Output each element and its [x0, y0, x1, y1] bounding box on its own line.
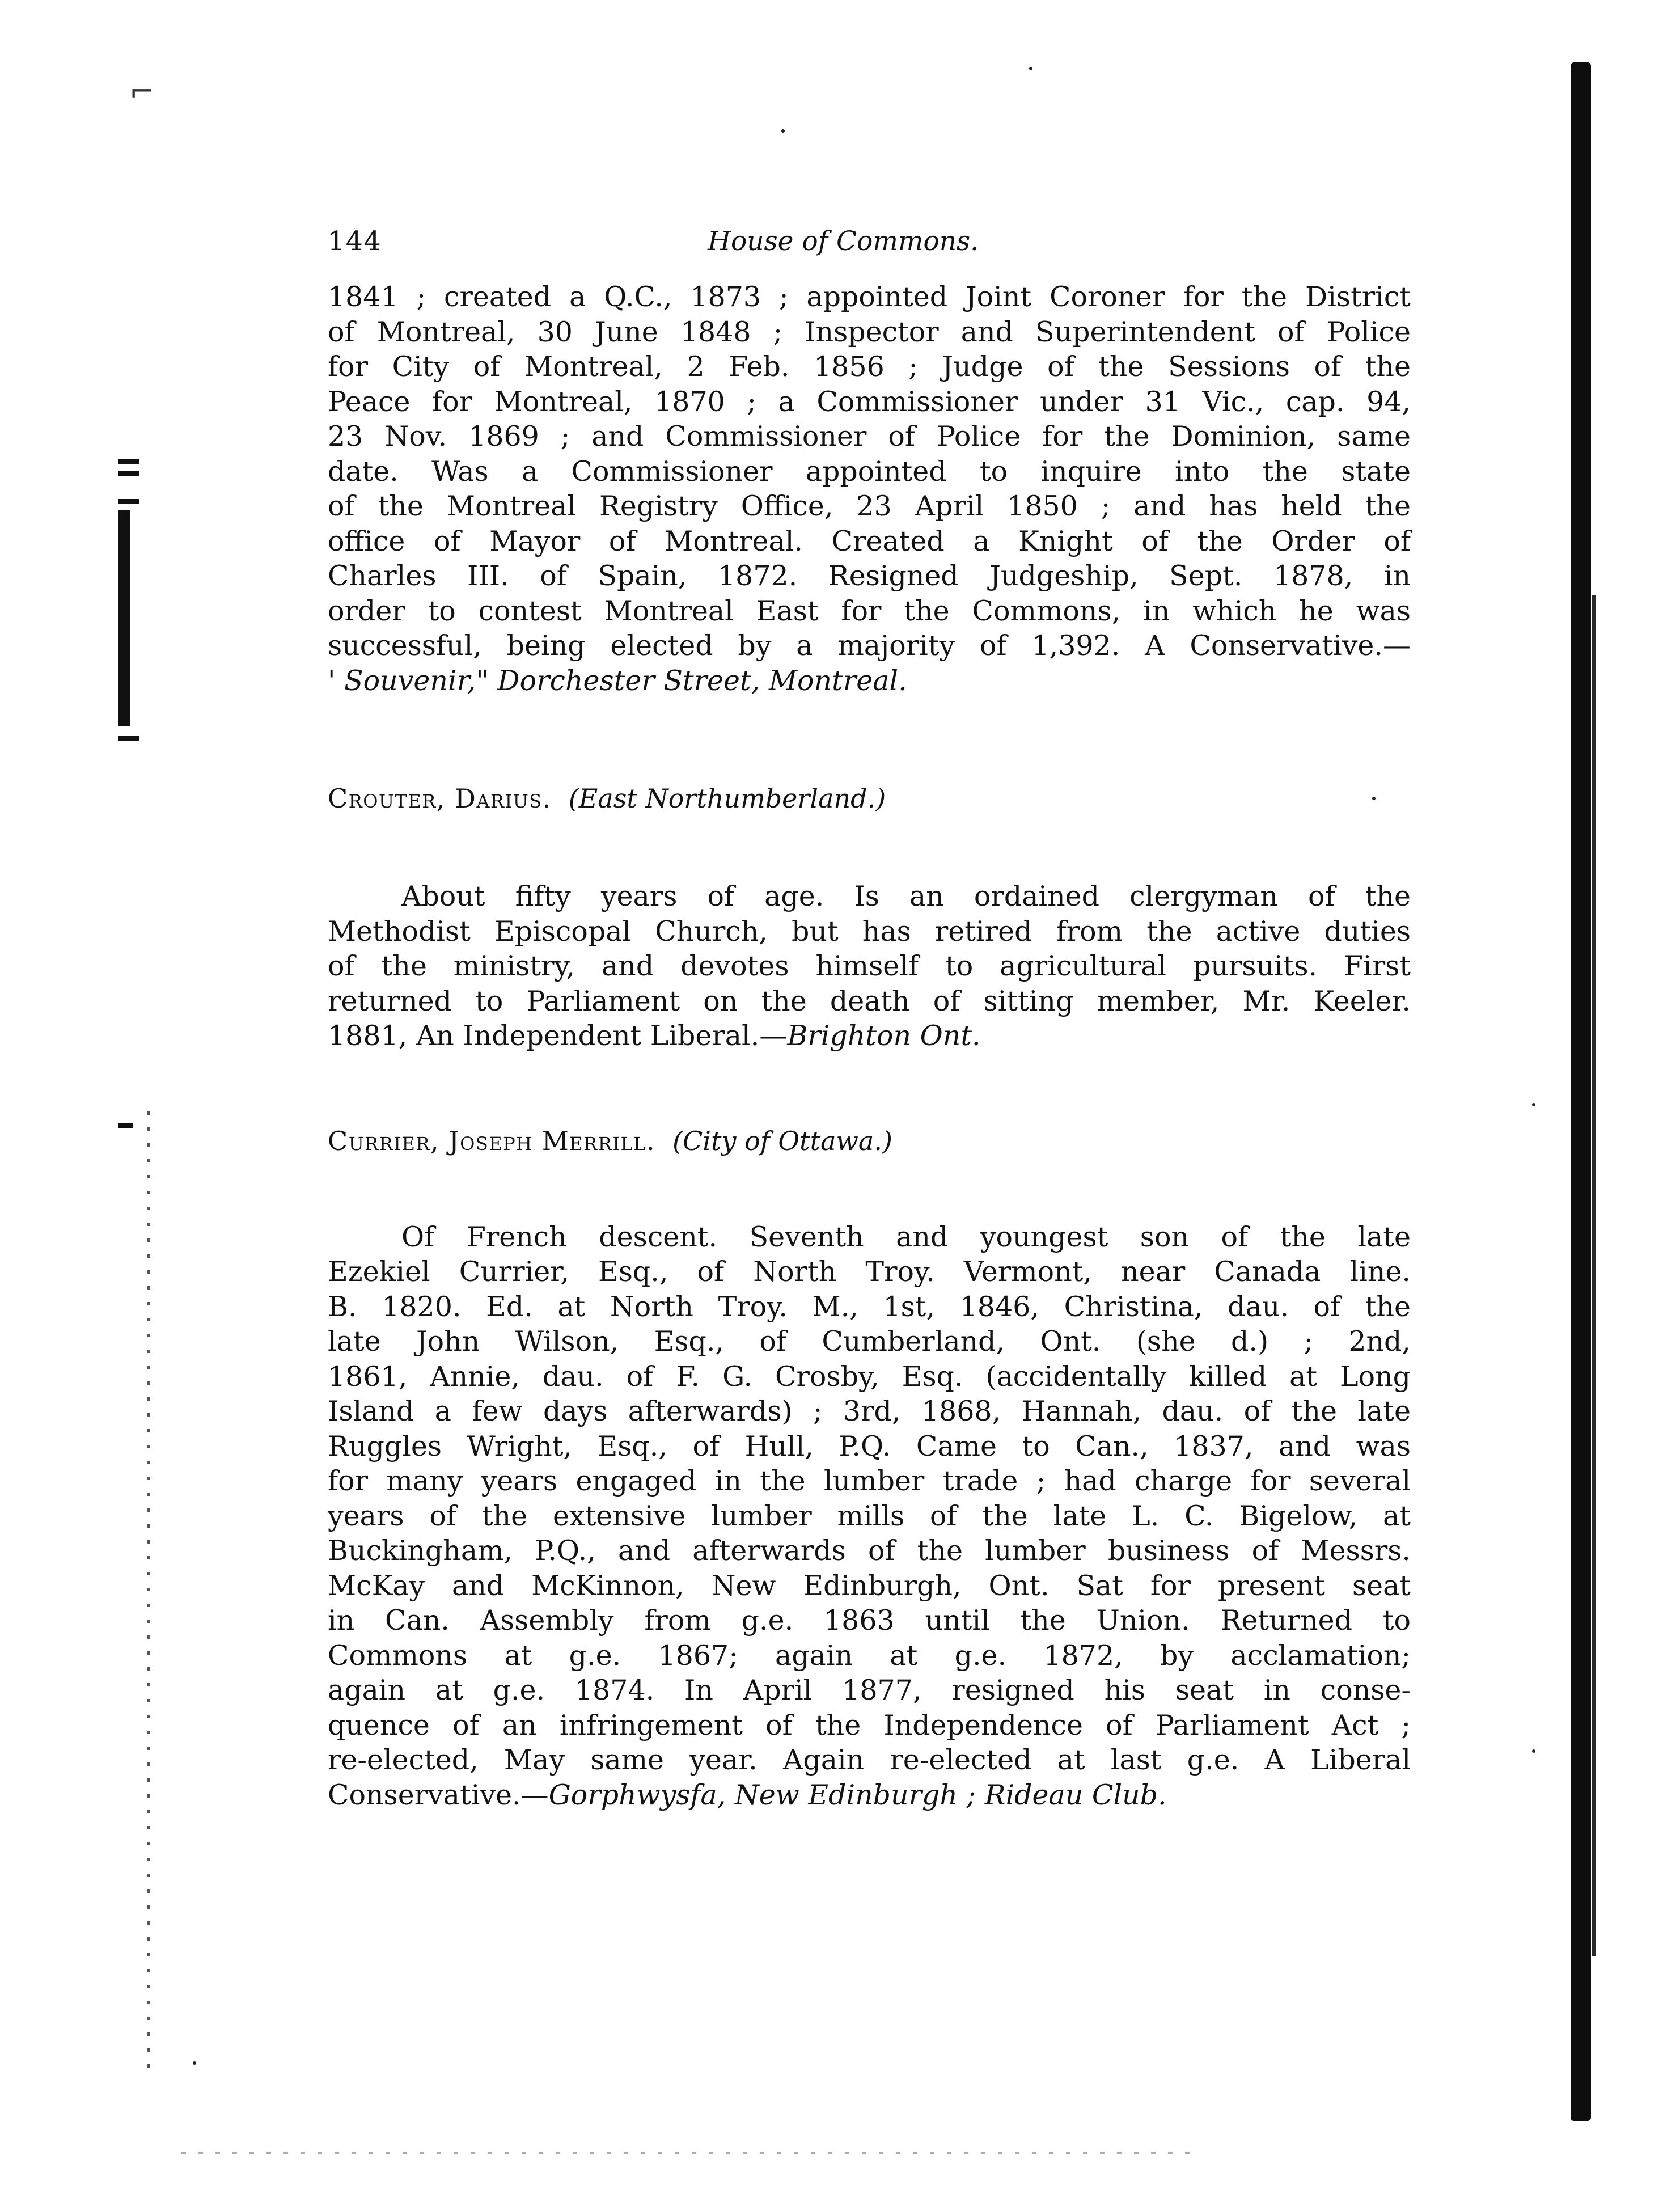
text-line: Commons at g.e. 1867; again at g.e. 1872, by acclamation;	[328, 1639, 1411, 1672]
scan-speck	[1532, 1749, 1535, 1753]
text-line: order to contest Montreal East for the Commons, in which he was	[328, 594, 1411, 627]
scan-speck	[781, 129, 785, 133]
left-margin-mark	[118, 1123, 133, 1128]
entry-continued-text	[328, 280, 1411, 698]
text-line: Methodist Episcopal Church, but has retired from the active duties	[328, 915, 1411, 948]
text-line: 1841 ; created a Q.C., 1873 ; appointed Joint Coroner for the District	[328, 281, 1411, 313]
text-line: date. Was a Commissioner appointed to inquire into the state	[328, 455, 1411, 488]
entry-address: ' Souvenir," Dorchester Street, Montreal.	[328, 664, 907, 697]
text-line: late John Wilson, Esq., of Cumberland, Ont. (she d.) ; 2nd,	[328, 1325, 1411, 1358]
text-line: Peace for Montreal, 1870 ; a Commissioner under 31 Vic., cap. 94,	[328, 385, 1411, 418]
text-line-start: Conservative.—	[328, 1778, 549, 1811]
scan-speck	[1532, 1103, 1535, 1106]
page-number: 144	[328, 226, 382, 257]
text-line: of the Montreal Registry Office, 23 April 1850 ; and has held the	[328, 490, 1411, 522]
member-name: Currier, Joseph Merrill.	[328, 1125, 656, 1156]
text-line: for many years engaged in the lumber trade ; had charge for several	[328, 1465, 1411, 1497]
left-margin-mark	[118, 499, 139, 504]
text-line: for City of Montreal, 2 Feb. 1856 ; Judge of the Sessions of the	[328, 350, 1411, 383]
text-line: Ezekiel Currier, Esq., of North Troy. Vermont, near Canada line.	[328, 1255, 1411, 1288]
text-line: successful, being elected by a majority of 1,392. A Conservative.—	[328, 629, 1411, 662]
page-content	[328, 221, 1411, 1812]
text-line: 23 Nov. 1869 ; and Commissioner of Police for the Dominion, same	[328, 420, 1411, 453]
member-riding: (City of Ottawa.)	[672, 1125, 892, 1156]
right-edge-scan-bar	[1571, 62, 1591, 2121]
scan-speck	[1029, 67, 1032, 70]
text-line: Island a few days afterwards) ; 3rd, 1868, Hannah, dau. of the late	[328, 1395, 1411, 1427]
text-line: McKay and McKinnon, New Edinburgh, Ont. Sat for present seat	[328, 1569, 1411, 1602]
text-line: quence of an infringement of the Independence of Parliament Act ;	[328, 1709, 1411, 1741]
running-head: House of Commons.	[708, 226, 979, 257]
text-line: returned to Parliament on the death of sitting member, Mr. Keeler.	[328, 984, 1411, 1017]
text-line: of the ministry, and devotes himself to agricultural pursuits. First	[328, 950, 1411, 982]
text-line: again at g.e. 1874. In April 1877, resigned his seat in conse-	[328, 1674, 1411, 1706]
entry-address: Brighton Ont.	[787, 1020, 981, 1052]
corner-scan-mark: ⌐	[129, 75, 154, 109]
left-margin-dotted-line	[147, 1111, 150, 2075]
text-line: years of the extensive lumber mills of the late L. C. Bigelow, at	[328, 1499, 1411, 1532]
text-line: About fifty years of age. Is an ordained clergyman of the	[401, 880, 1411, 912]
text-line: Of French descent. Seventh and youngest son of the late	[401, 1220, 1411, 1253]
entry-heading-crouter	[328, 783, 1411, 814]
left-margin-mark	[118, 736, 139, 741]
right-edge-scan-line	[1592, 595, 1596, 1956]
entry-biography-currier	[328, 1220, 1411, 1813]
text-line: re-elected, May same year. Again re-elected at last g.e. A Liberal	[328, 1744, 1411, 1776]
bottom-dotted-line	[181, 2152, 1202, 2154]
scan-speck	[193, 2061, 196, 2065]
text-line-last	[328, 1778, 1411, 1813]
left-margin-scan-bar	[118, 510, 130, 726]
text-line: office of Mayor of Montreal. Created a Knight of the Order of	[328, 525, 1411, 557]
entry-heading-currier	[328, 1126, 1411, 1156]
member-riding: (East Northumberland.)	[568, 783, 886, 814]
page-header	[328, 221, 1411, 275]
left-margin-mark	[118, 459, 139, 464]
text-line: Buckingham, P.Q., and afterwards of the lumber business of Messrs.	[328, 1534, 1411, 1567]
entry-biography-crouter	[328, 879, 1411, 1054]
member-name: Crouter, Darius.	[328, 783, 552, 814]
text-line-last	[328, 1018, 1411, 1054]
entry-address: Gorphwysfa, New Edinburgh ; Rideau Club.	[548, 1778, 1167, 1811]
text-line: B. 1820. Ed. at North Troy. M., 1st, 1846, Christina, dau. of the	[328, 1290, 1411, 1323]
text-line: of Montreal, 30 June 1848 ; Inspector and Superintendent of Police	[328, 315, 1411, 348]
text-line: Charles III. of Spain, 1872. Resigned Judgeship, Sept. 1878, in	[328, 560, 1411, 592]
left-margin-mark	[118, 471, 139, 476]
text-line: in Can. Assembly from g.e. 1863 until the Union. Returned to	[328, 1604, 1411, 1637]
text-line-start: 1881, An Independent Liberal.—	[328, 1020, 788, 1052]
text-line: Ruggles Wright, Esq., of Hull, P.Q. Came to Can., 1837, and was	[328, 1430, 1411, 1462]
text-line: 1861, Annie, dau. of F. G. Crosby, Esq. (accidentally killed at Long	[328, 1360, 1411, 1393]
